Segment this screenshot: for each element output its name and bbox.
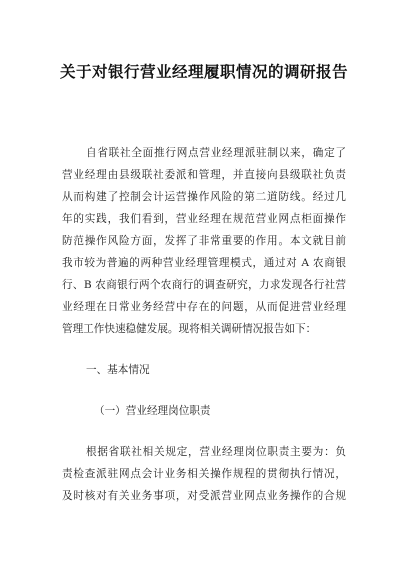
paragraph-line: 我市较为普遍的两种营业经理管理模式，通过对 A 农商银 <box>62 257 346 269</box>
document-title: 关于对银行营业经理履职情况的调研报告 <box>59 63 348 81</box>
paragraph-line: 防范操作风险方面，发挥了非常重要的作用。本文就目前 <box>62 235 346 247</box>
paragraph-line: 及时核对有关业务事项，对受派营业网点业务操作的合规 <box>62 490 346 502</box>
paragraph-line: 从而构建了控制会计运营操作风险的第二道防线。经过几 <box>62 191 346 203</box>
subsection-heading: （一）营业经理岗位职责 <box>94 405 211 417</box>
paragraph-line: 责检查派驻网点会计业务相关操作规程的贯彻执行情况， <box>62 468 346 480</box>
paragraph-line: 根据省联社相关规定，营业经理岗位职责主要为：负 <box>86 446 346 458</box>
paragraph-line: 管理工作快速稳健发展。现将相关调研情况报告如下： <box>62 323 317 335</box>
paragraph-line: 自省联社全面推行网点营业经理派驻制以来，确定了 <box>86 147 346 159</box>
paragraph-line: 业经理在日常业务经营中存在的问题，从而促进营业经理 <box>62 301 346 313</box>
paragraph-line: 年的实践，我们看到，营业经理在规范营业网点柜面操作 <box>62 213 346 225</box>
paragraph-line: 行、B 农商银行两个农商行的调查研究，力求发现各行社营 <box>62 279 346 291</box>
paragraph-line: 营业经理由县级联社委派和管理，并直接向县级联社负责 <box>62 169 346 181</box>
section-heading: 一、基本情况 <box>86 364 150 376</box>
